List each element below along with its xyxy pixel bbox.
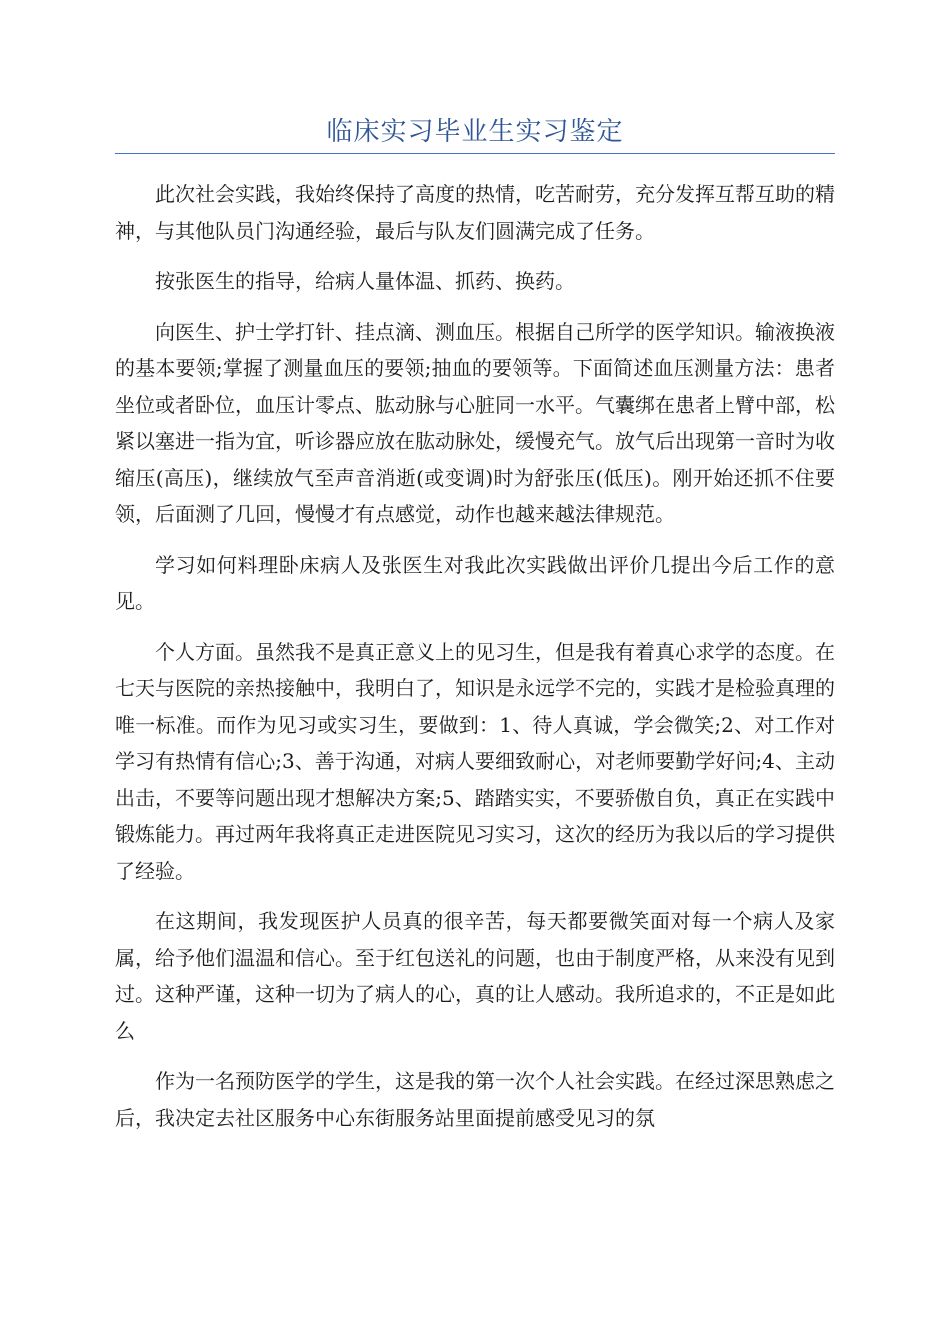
paragraph-4: 学习如何料理卧床病人及张医生对我此次实践做出评价几提出今后工作的意见。 xyxy=(115,552,835,613)
paragraph-6: 在这期间，我发现医护人员真的很辛苦，每天都要微笑面对每一个病人及家属，给予他们温温和信心。至于红包送礼的问题，也由于制度严格，从来没有见到过。这种严谨，这种一切为了病人的心，真的让人感动。我所追求的，不正是如此么 xyxy=(115,909,835,1043)
document-body xyxy=(115,176,835,1150)
title-underline xyxy=(115,153,835,154)
paragraph-5: 个人方面。虽然我不是真正意义上的见习生，但是我有着真心求学的态度。在七天与医院的亲热接触中，我明白了，知识是永远学不完的，实践才是检验真理的唯一标准。而作为见习或实习生，要做到：1、待人真诚，学会微笑;2、对工作对学习有热情有信心;3、善于沟通，对病人要细致耐心，对老师要勤学好问;4、主动出击，不要等问题出现才想解决方案;5、踏踏实实，不要骄傲自负，真正在实践中锻炼能力。再过两年我将真正走进医院见习实习，这次的经历为我以后的学习提供了经验。 xyxy=(115,639,835,883)
paragraph-1: 此次社会实践，我始终保持了高度的热情，吃苦耐劳，充分发挥互帮互助的精神，与其他队员门沟通经验，最后与队友们圆满完成了任务。 xyxy=(115,182,835,243)
paragraph-2: 按张医生的指导，给病人量体温、抓药、换药。 xyxy=(155,269,575,293)
document-title: 临床实习毕业生实习鉴定 xyxy=(326,117,624,147)
paragraph-3: 向医生、护士学打针、挂点滴、测血压。根据自己所学的医学知识。输液换液的基本要领;掌握了测量血压的要领;抽血的要领等。下面简述血压测量方法：患者坐位或者卧位，血压计零点、肱动脉与心脏同一水平。气囊绑在患者上臂中部，松紧以塞进一指为宜，听诊器应放在肱动脉处，缓慢充气。放气后出现第一音时为收缩压(高压)，继续放气至声音消逝(或变调)时为舒张压(低压)。刚开始还抓不住要领，后面测了几回，慢慢才有点感觉，动作也越来越法律规范。 xyxy=(115,319,835,526)
paragraph-7: 作为一名预防医学的学生，这是我的第一次个人社会实践。在经过深思熟虑之后，我决定去社区服务中心东街服务站里面提前感受见习的氛 xyxy=(115,1069,835,1130)
